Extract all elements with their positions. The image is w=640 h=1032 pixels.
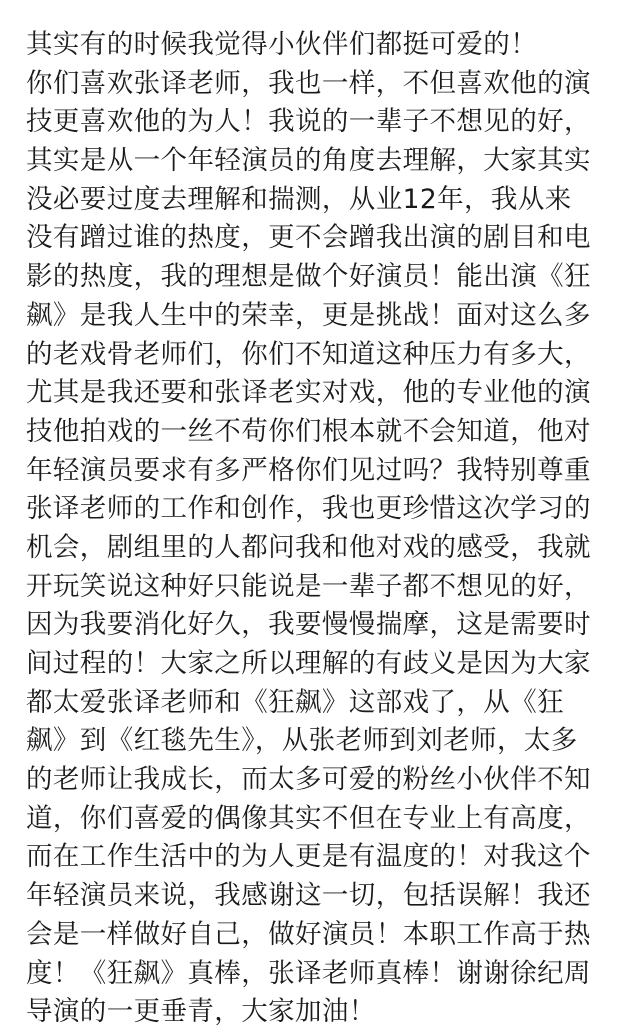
text-line: 技他拍戏的一丝不苟你们根本就不会知道，他对 <box>26 415 591 447</box>
text-line: 道，你们喜爱的偶像其实不但在专业上有高度， <box>26 802 591 834</box>
text-line: 张译老师的工作和创作，我也更珍惜这次学习的 <box>26 493 591 525</box>
text-line: 的老师让我成长，而太多可爱的粉丝小伙伴不知 <box>26 764 591 796</box>
text-line: 导演的一更垂青，大家加油！ <box>26 996 376 1028</box>
text-line: 度！《狂飙》真棒，张译老师真棒！谢谢徐纪周 <box>26 957 591 989</box>
text-line: 年轻演员要求有多严格你们见过吗？我特别尊重 <box>26 454 591 486</box>
text-line: 你们喜欢张译老师，我也一样，不但喜欢他的演 <box>26 67 591 99</box>
text-line: 会是一样做好自己，做好演员！本职工作高于热 <box>26 918 591 950</box>
text-line: 其实有的时候我觉得小伙伴们都挺可爱的！ <box>26 29 538 60</box>
text-line: 没有蹭过谁的热度，更不会蹭我出演的剧目和电 <box>26 222 591 254</box>
text-line: 年轻演员来说，我感谢这一切，包括误解！我还 <box>26 880 591 912</box>
text-line: 都太爱张译老师和《狂飙》这部戏了，从《狂 <box>26 686 564 718</box>
text-line: 机会，剧组里的人都问我和他对戏的感受，我就 <box>26 531 591 563</box>
text-line: 没必要过度去理解和揣测，从业12年，我从来 <box>26 183 572 215</box>
text-line: 的老戏骨老师们，你们不知道这种压力有多大， <box>26 338 591 370</box>
text-line: 而在工作生活中的为人更是有温度的！对我这个 <box>26 841 591 873</box>
text-line: 因为我要消化好久，我要慢慢揣摩，这是需要时 <box>26 609 591 641</box>
post-body-text <box>26 26 626 1032</box>
text-line: 开玩笑说这种好只能说是一辈子都不想见的好， <box>26 570 591 602</box>
text-line: 间过程的！大家之所以理解的有歧义是因为大家 <box>26 648 591 679</box>
text-line: 飙》到《红毯先生》，从张老师到刘老师，太多 <box>26 725 578 757</box>
text-line: 尤其是我还要和张译老实对戏，他的专业他的演 <box>26 377 591 409</box>
text-line: 影的热度，我的理想是做个好演员！能出演《狂 <box>26 261 591 293</box>
text-line: 技更喜欢他的为人！我说的一辈子不想见的好， <box>26 106 591 138</box>
text-line: 其实是从一个年轻演员的角度去理解，大家其实 <box>26 145 591 177</box>
text-line: 飙》是我人生中的荣幸，更是挑战！面对这么多 <box>26 299 591 331</box>
